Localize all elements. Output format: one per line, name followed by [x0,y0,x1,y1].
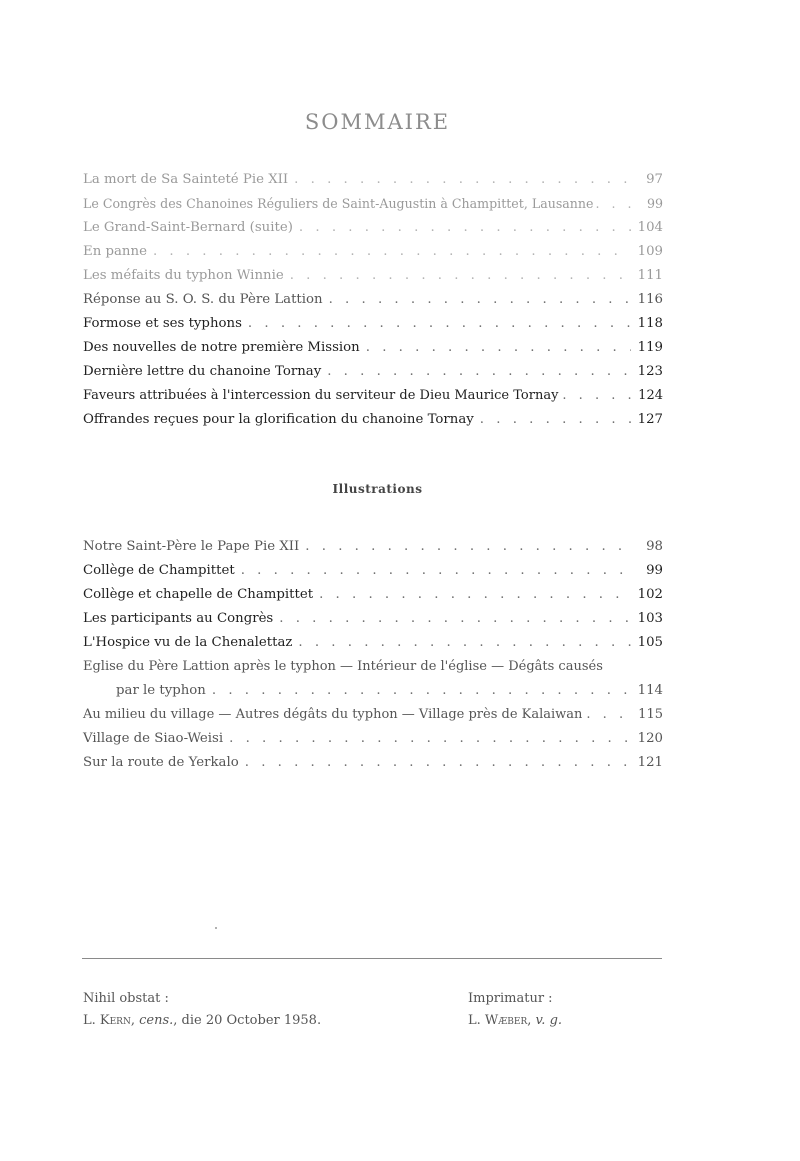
toc-entry-page: 104 [637,220,663,235]
dot-leader [480,408,631,432]
illustration-page: 99 [646,563,663,578]
dot-leader [229,727,631,751]
toc-entry-label: Des nouvelles de notre première Mission [83,340,360,355]
dot-leader [586,703,633,727]
toc-entry-page: 109 [637,244,663,259]
toc-entry-label: Dernière lettre du chanoine Tornay [83,364,322,379]
toc-entry-page: 119 [637,340,663,355]
illustrations-heading: Illustrations [332,482,423,496]
illustration-entry[interactable] [83,607,663,631]
dot-leader [319,583,631,607]
illustration-entry[interactable] [83,559,663,583]
dot-leader [290,264,631,288]
illustration-label: Au milieu du village — Autres dégâts du typhon — Village près de Kalaiwan [83,707,583,722]
toc-entry[interactable] [83,216,663,240]
toc-entry-label: Offrandes reçues pour la glorification du chanoine Tornay [83,412,474,427]
divider-rule [82,958,662,959]
toc-entry-label: Le Grand-Saint-Bernard (suite) [83,220,293,235]
toc-entry[interactable] [83,192,663,216]
illustration-entry[interactable] [83,535,663,559]
toc-entry-page: 116 [637,292,663,307]
dot-leader [279,607,631,631]
illustration-label: Collège et chapelle de Champittet [83,587,314,602]
imprimatur-label: Imprimatur : [468,991,553,1006]
dot-leader [562,384,633,408]
nihil-obstat-signature: L. Kern, cens., die 20 October 1958. [83,1013,322,1028]
imprimatur [468,988,562,1032]
toc-entry-label: La mort de Sa Sainteté Pie XII [83,172,289,187]
table-of-contents [83,168,663,432]
illustration-label: Eglise du Père Lattion après le typhon — Intérieur de l'église — Dégâts causés [83,659,603,674]
illustration-page: 98 [646,539,663,554]
toc-entry-label: Faveurs attribuées à l'intercession du serviteur de Dieu Maurice Tornay [83,388,559,403]
illustration-label: Notre Saint-Père le Pape Pie XII [83,539,300,554]
illustration-entry-multiline[interactable] [83,655,663,703]
illustration-label: L'Hospice vu de la Chenalettaz [83,635,293,650]
toc-entry[interactable] [83,288,663,312]
dot-leader [298,631,631,655]
imprimatur-signature: L. Wæber, v. g. [468,1013,563,1028]
dot-leader [153,240,631,264]
toc-entry-label: Formose et ses typhons [83,316,242,331]
toc-entry[interactable] [83,312,663,336]
illustration-entry[interactable] [83,583,663,607]
toc-entry-label: Le Congrès des Chanoines Réguliers de Saint-Augustin à Champittet, Lausanne [83,196,594,211]
toc-entry-page: 124 [638,388,663,403]
dot-leader [329,288,631,312]
toc-entry[interactable] [83,240,663,264]
censor-role: cens. [139,1013,174,1028]
toc-entry-page: 111 [637,268,663,283]
toc-entry-page: 127 [637,412,663,427]
censor-date: , die 20 October 1958. [173,1013,322,1028]
vicar-role: v. g. [535,1013,563,1028]
toc-entry-label: Réponse au S. O. S. du Père Lattion [83,292,323,307]
vicar-name: L. Wæber [468,1013,528,1028]
dot-leader [366,336,631,360]
illustration-page: 115 [638,707,663,722]
dot-leader [595,192,635,216]
dot-leader [212,679,631,703]
toc-entry[interactable] [83,168,663,192]
illustration-label: Les participants au Congrès [83,611,274,626]
dot-leader [245,751,631,775]
dot-leader [241,559,631,583]
illustration-page: 105 [637,635,663,650]
toc-entry[interactable] [83,336,663,360]
illustration-label: Village de Siao-Weisi [83,731,224,746]
illustration-label: Collège de Champittet [83,563,235,578]
toc-entry-page: 123 [637,364,663,379]
stray-dot [215,927,217,929]
toc-entry-page: 99 [646,196,663,211]
toc-entry[interactable] [83,264,663,288]
illustration-page: 114 [637,683,663,698]
illustration-label-continued: par le typhon [116,683,206,698]
toc-entry-label: En panne [83,244,147,259]
toc-entry[interactable] [83,360,663,384]
toc-entry-label: Les méfaits du typhon Winnie [83,268,284,283]
illustration-page: 102 [637,587,663,602]
illustrations-list [83,535,663,775]
illustration-page: 121 [637,755,663,770]
illustration-entry[interactable] [83,703,663,727]
dot-leader [299,216,631,240]
illustration-page: 120 [637,731,663,746]
illustration-entry[interactable] [83,751,663,775]
illustration-entry[interactable] [83,631,663,655]
censor-name: L. Kern [83,1013,131,1028]
dot-leader [294,168,631,192]
nihil-obstat-label: Nihil obstat : [83,991,169,1006]
toc-entry-page: 97 [646,172,663,187]
dot-leader [248,312,631,336]
illustration-entry[interactable] [83,727,663,751]
illustration-page: 103 [637,611,663,626]
dot-leader [327,360,631,384]
illustration-label: Sur la route de Yerkalo [83,755,239,770]
toc-entry[interactable] [83,384,663,408]
page-title: SOMMAIRE [304,110,451,134]
dot-leader [305,535,631,559]
toc-entry-page: 118 [637,316,663,331]
toc-entry[interactable] [83,408,663,432]
nihil-obstat [83,988,321,1032]
